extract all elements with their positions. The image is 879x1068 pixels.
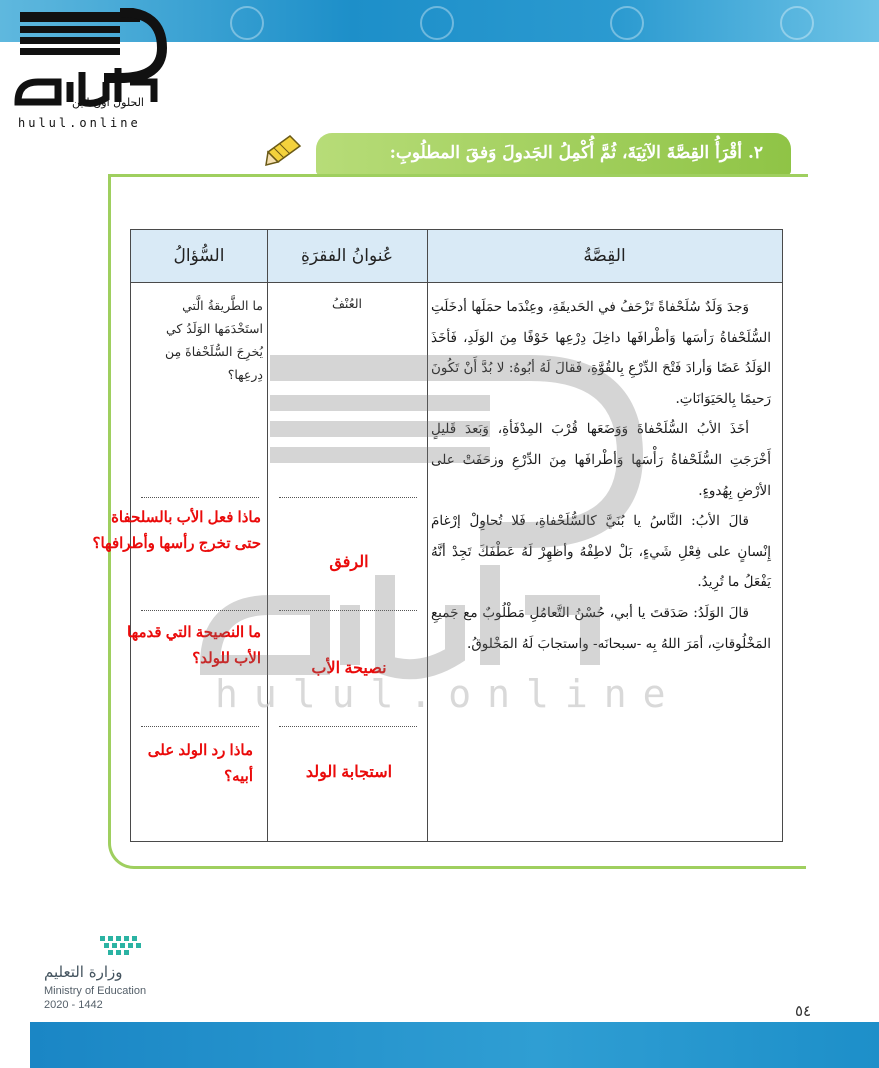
header-question: السُّؤالُ xyxy=(173,246,225,266)
answer-line xyxy=(279,726,417,727)
story-paragraph: قالَ الأبُ: النَّاسُ يا بُنَيَّ كالسُّلَحْفاةِ، فَلا تُحاوِلْ إرْغامَ إِنْسانٍ على فِعْلِ شَيءٍ، بَلْ لاطِفْهُ وأظهِرْ لَهُ عَطْفَكَ تَجِدْ أنَّهُ يَفْعَلُ ما تُرِيدُ. xyxy=(431,513,771,591)
answer-line xyxy=(141,610,259,611)
pencil-icon xyxy=(264,132,304,168)
ministry-name-en: Ministry of Education xyxy=(44,985,147,997)
decor-circle xyxy=(780,6,814,40)
row2-title-answer: الرفق xyxy=(329,554,369,571)
row3-question-answer: ما النصيحة التي قدمها الأب للولد؟ xyxy=(127,624,261,667)
story-paragraph: أخَذَ الأبُ السُّلَحْفاةَ وَوَضَعَها قُرْبَ المِدْفَأةِ، وَبَعدَ قَليلٍ أَخْرَجَتِ السُّلَحْفاةُ رَأْسَها وَأطْرافَها مِنَ الدِّرْعِ وزحَفَتْ على الأرْضِ بِهُدوءٍ. xyxy=(431,421,771,499)
column-divider xyxy=(267,230,268,841)
story-paragraph: وَجدَ وَلَدٌ سُلَحْفاةً تَزْحَفُ في الحَديقَةِ، وعِنْدَما حمَلَها أدخَلَتِ السُّلَحْفاةُ رَأسَها وَأطْرافَها داخِلَ دِرْعِها خَوْفًا مِنَ الوَلَدِ، فَأخَذَ الوَلَدُ عَصًا وَأرادَ فَتْحَ الدِّرْعِ بِالقُوَّةِ، فَقالَ لَهُ أبُوهُ: لا بُدَّ أَنْ تَكُونَ رَحيمًا بِالحَيَوَانَاتِ. xyxy=(431,299,771,407)
ministry-name-ar: وزارة التعليم xyxy=(44,963,123,981)
decor-circle xyxy=(610,6,644,40)
header-title: عُنوانُ الفقرَةِ xyxy=(300,246,394,266)
story-table xyxy=(92,229,783,842)
hulul-logo xyxy=(12,8,172,128)
ministry-years: 2020 - 1442 xyxy=(44,999,103,1011)
task-header xyxy=(316,133,791,175)
answer-line xyxy=(279,497,417,498)
answer-line xyxy=(279,610,417,611)
row4-question-answer: ماذا رد الولد على أبيه؟ xyxy=(147,742,253,785)
story-paragraph: قالَ الوَلَدُ: صَدَقتَ يا أبي، حُسْنُ التَّعامُلِ مَطْلُوبٌ مع جَميعِ المَخْلُوقاتِ، أمَرَ اللهُ بِه -سبحانَه- واستجابَ لَهُ المَخْلوقُ. xyxy=(431,604,771,652)
decor-circle xyxy=(420,6,454,40)
page-number: ٥٤ xyxy=(795,1002,812,1020)
watermark-text: hulul.online xyxy=(215,672,682,716)
decor-circle xyxy=(230,6,264,40)
bottom-banner xyxy=(30,1022,879,1068)
column-divider xyxy=(427,230,428,841)
task-title: ٢. أقْرَأُ القِصَّةَ الآتِيَةَ، ثُمَّ أُكْمِلُ الجَدولَ وَفقَ المطلُوبِ: xyxy=(389,143,763,163)
table-header-row xyxy=(131,230,782,283)
story-text xyxy=(431,292,771,659)
row1-title: العُنْفُ xyxy=(331,296,363,311)
answer-line xyxy=(141,497,259,498)
row3-title-answer: نصيحة الأب xyxy=(311,660,387,677)
row1-question: ما الطَّريقةُ الَّتي استَخْدَمَها الوَلَدُ كي يُخرِجَ السُّلَحْفاةَ مِن دِرعِها؟ xyxy=(165,298,263,382)
logo-site-text: hulul.online xyxy=(18,116,141,130)
answer-line xyxy=(141,726,259,727)
header-story: القِصَّةُ xyxy=(583,246,626,266)
row2-question-answer: ماذا فعل الأب بالسلحفاة حتى تخرج رأسها وأطرافها؟ xyxy=(92,509,261,552)
row4-title-answer: استجابة الولد xyxy=(305,764,393,781)
logo-tagline: الحلول اون لاين xyxy=(72,96,144,109)
